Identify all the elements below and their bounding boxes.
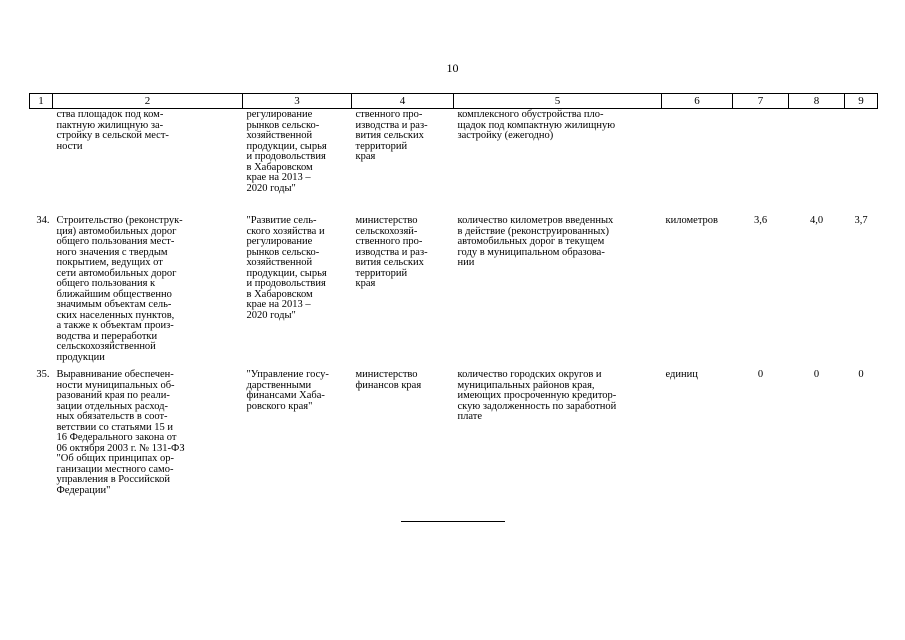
column-header-5: 5 [454, 94, 662, 109]
footnote-divider [401, 521, 505, 522]
cell-num: 35. [36, 369, 50, 380]
column-header-6: 6 [662, 94, 733, 109]
cell-value-9: 0 [858, 369, 864, 380]
table-row [30, 363, 878, 496]
column-header-4: 4 [352, 94, 454, 109]
cell-indicator: количество городских округов и муниципальных районов края, имеющих просроченную кредитор- скую задолженность по заработной плате [457, 369, 617, 422]
column-header-2: 2 [53, 94, 243, 109]
cell-program: "Управление госу- дарственными финансами Хаба- ровского края" [246, 369, 329, 412]
column-header-1: 1 [30, 94, 53, 109]
cell-program: регулирование рынков сельско- хозяйственной продукции, сырья и продовольствия в Хабаровском крае на 2013 – 2020 годы" [246, 109, 327, 194]
cell-value-8 [789, 109, 845, 208]
column-header-3: 3 [243, 94, 352, 109]
column-header-8: 8 [789, 94, 845, 109]
column-header-9: 9 [845, 94, 878, 109]
cell-unit [662, 109, 733, 208]
cell-unit: единиц [665, 369, 698, 380]
column-number-header-row [30, 94, 878, 109]
cell-value-7: 0 [757, 369, 764, 380]
cell-indicator: комплексного обустройства пло- щадок под компактную жилищную застройку (ежегодно) [457, 109, 616, 141]
cell-program: "Развитие сель- ского хозяйства и регулирование рынков сельско- хозяйственной продукции, сырья и продовольствия в Хабаровском крае на 2013 – 2020 годы" [246, 215, 327, 321]
cell-value-7 [733, 109, 789, 208]
cell-event-name: Выравнивание обеспечен- ности муниципальных об- разований края по реали- зации отдельных расход- ных обязательств в соот- ветствии со статьями 15 и 16 Федерального закона от 06 октября 2003 г. № 131-ФЗ "Об общих принципах ор- ганизации местного само- управления в Российской Федерации" [56, 369, 185, 496]
cell-num [30, 109, 53, 208]
page-number: 10 [446, 61, 459, 75]
cell-event-name: Строительство (реконструк- ция) автомобильных дорог общего пользования мест- ного значения с твердым покрытием, ведущих от сети автомобильных дорог общего пользования к ближайшим общественно значимым объектам сель- ских населенных пунктов, а также к объектам произ- водства и переработки сельскохозяйственной продукции [56, 215, 183, 363]
cell-value-9 [845, 109, 878, 208]
cell-value-7: 3,6 [753, 215, 768, 226]
cell-num: 34. [36, 215, 50, 226]
column-header-7: 7 [733, 94, 789, 109]
cell-unit: километров [665, 215, 718, 226]
cell-responsible: министерство сельскохозяй- ственного про- изводства и раз- вития сельских территорий края [355, 215, 428, 289]
cell-value-8: 0 [813, 369, 820, 380]
table-row-continuation [30, 109, 878, 208]
indicators-table [29, 93, 878, 496]
table-row [30, 207, 878, 363]
cell-value-9: 3,7 [854, 215, 868, 226]
cell-event-name: ства площадок под ком- пактную жилищную за- стройку в сельской мест- ности [56, 109, 169, 152]
cell-indicator: количество километров введенных в действие (реконструированных) автомобильных дорог в текущем году в муниципальном образова- нии [457, 215, 614, 268]
cell-responsible: министерство финансов края [355, 369, 422, 391]
cell-value-8: 4,0 [809, 215, 824, 226]
cell-responsible: ственного про- изводства и раз- вития сельских территорий края [355, 109, 428, 162]
